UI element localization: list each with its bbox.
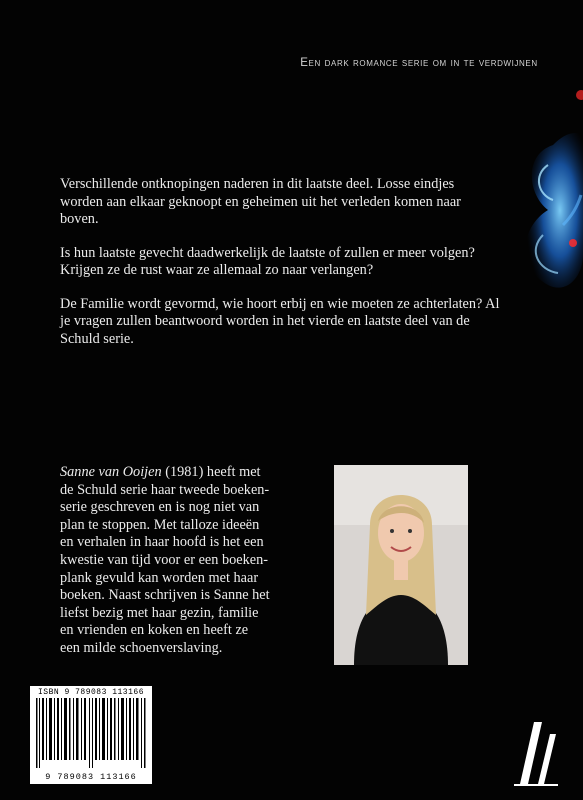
blurb-paragraph-3: De Familie wordt gevormd, wie hoort erbij en wie moeten ze achterlaten? Al je vragen zullen beantwoord worden in het vierde en laatste deel van de Schuld serie. — [60, 295, 500, 347]
blurb-paragraph-2: Is hun laatste gevecht daadwerkelijk de laatste of zullen er meer volgen? Krijgen ze de rust waar ze allemaal zo naar verlangen? — [60, 244, 475, 278]
blurb — [60, 176, 500, 364]
isbn-number: 9 789083 113166 — [45, 772, 137, 782]
publisher-logo-icon — [512, 714, 560, 786]
tagline: Een dark romance serie om in te verdwijnen — [300, 57, 538, 69]
isbn-label: ISBN 9 789083 113166 — [37, 688, 144, 697]
blurb-paragraph-1: Verschillende ontknopingen naderen in dit laatste deel. Losse eindjes worden aan elkaar geknoopt en geheimen uit het verleden komen naar boven. — [60, 176, 461, 227]
blue-smoke-image — [493, 75, 583, 315]
author-bio — [60, 464, 322, 658]
author-bio-text: (1981) heeft met de Schuld serie haar tweede boeken- serie geschreven en is nog niet van plan te stoppen. Met talloze ideeën en verhalen in haar hoofd is het een kwestie van tijd voor er een boeken- plank gevuld kan worden met haar boeken. Naast schrijven is Sanne het liefst bezig met haar gezin, familie en vrienden en koken en heeft ze een milde schoenverslaving. — [60, 464, 270, 656]
author-name: Sanne van Ooijen — [60, 464, 162, 480]
barcode-bars — [36, 698, 146, 768]
isbn-barcode — [30, 686, 152, 784]
author-photo — [334, 465, 468, 665]
